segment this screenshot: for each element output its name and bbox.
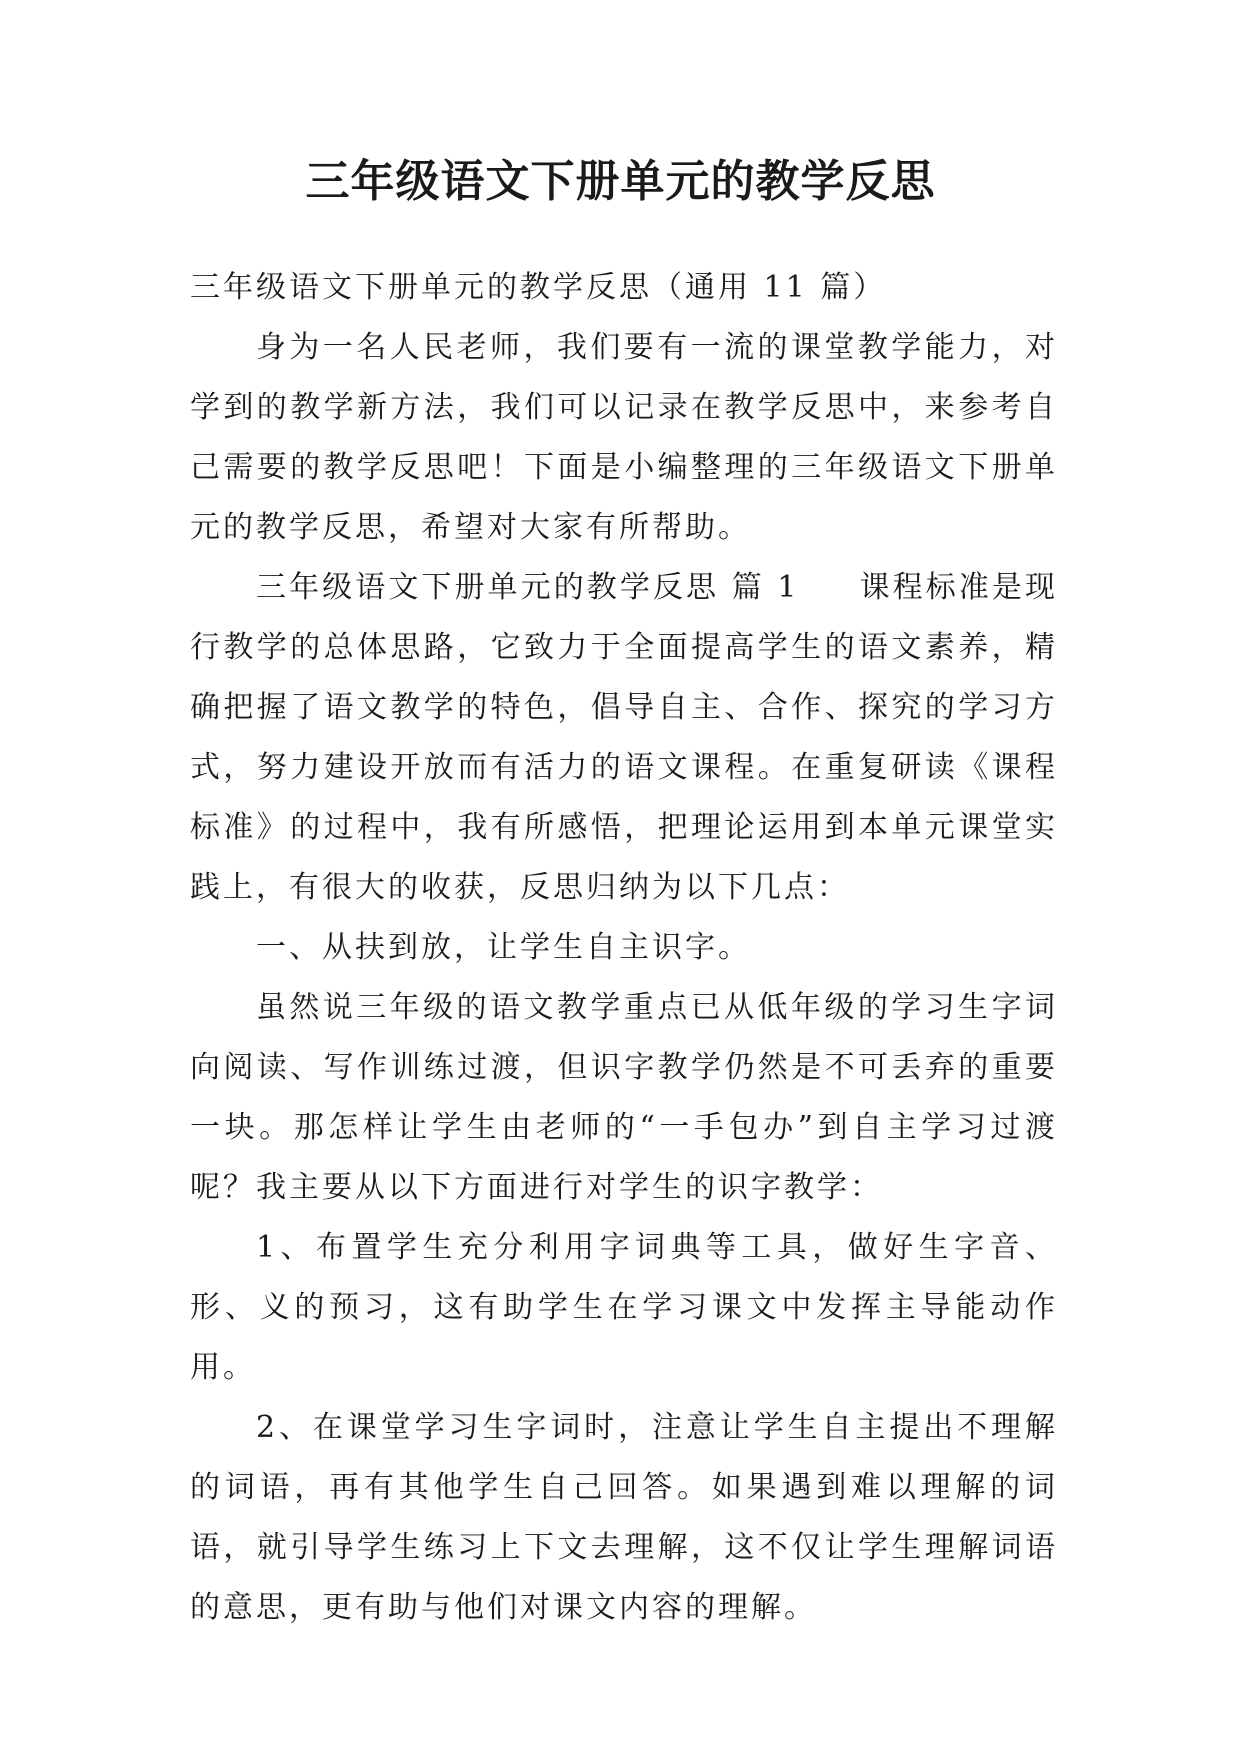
point-1-body: 虽然说三年级的语文教学重点已从低年级的学习生字词向阅读、写作训练过渡，但识字教学仍然是不可丢弃的重要一块。那怎样让学生由老师的“一手包办”到自主学习过渡呢？我主要从以下方面进行对学生的识字教学：	[190, 990, 1058, 1205]
section-1-heading: 三年级语文下册单元的教学反思 篇 1	[256, 570, 800, 605]
document-title: 三年级语文下册单元的教学反思	[305, 156, 936, 207]
section-1-lead: 课程标准是现行教学的总体思路，它致力于全面提高学生的语文素养，精确把握了语文教学的特色，倡导自主、合作、探究的学习方式，努力建设开放而有活力的语文课程。在重复研读《课程标准》的过程中，我有所感悟，把理论运用到本单元课堂实践上，有很大的收获，反思归纳为以下几点：	[190, 570, 1058, 905]
intro-paragraph: 身为一名人民老师，我们要有一流的课堂教学能力，对学到的教学新方法，我们可以记录在教学反思中，来参考自己需要的教学反思吧！下面是小编整理的三年级语文下册单元的教学反思，希望对大家有所帮助。	[190, 330, 1058, 545]
document-subtitle: 三年级语文下册单元的教学反思（通用 11 篇）	[190, 270, 887, 305]
point-1-heading: 一、从扶到放，让学生自主识字。	[256, 930, 751, 965]
document-body	[190, 258, 1058, 1638]
list-item-1: 1、布置学生充分利用字词典等工具，做好生字音、形、义的预习，这有助学生在学习课文中发挥主导能动作用。	[190, 1230, 1058, 1385]
section-1-paragraph	[190, 558, 1058, 918]
list-item-2: 2、在课堂学习生字词时，注意让学生自主提出不理解的词语，再有其他学生自己回答。如果遇到难以理解的词语，就引导学生练习上下文去理解，这不仅让学生理解词语的意思，更有助与他们对课文内容的理解。	[190, 1410, 1058, 1625]
